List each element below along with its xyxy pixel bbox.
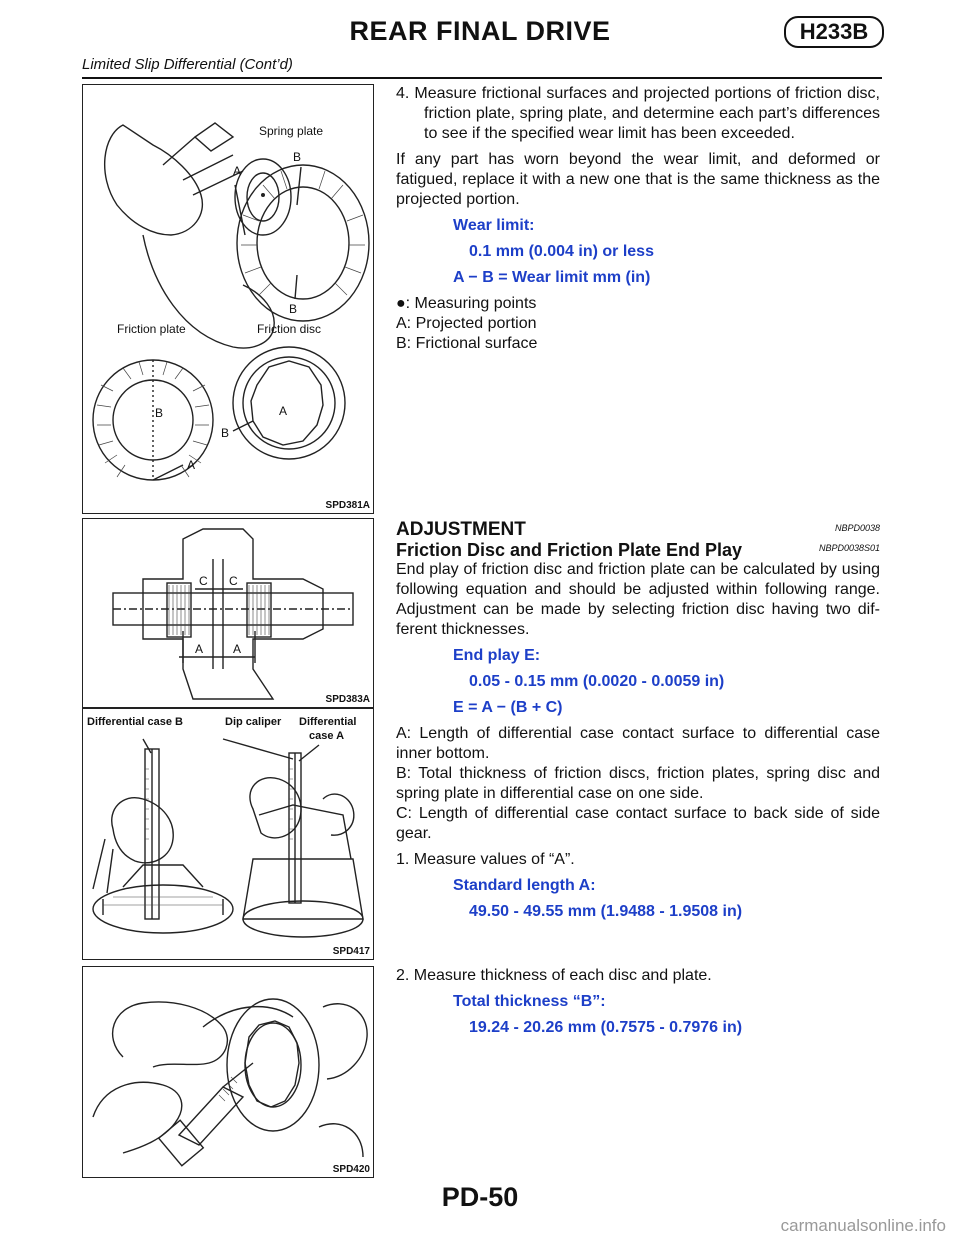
figure-caption: SPD381A [325, 500, 370, 511]
label-friction-disc: Friction disc [257, 322, 322, 336]
label-a: A [279, 404, 288, 418]
label-b: B [155, 406, 164, 420]
label-a: A [195, 642, 204, 656]
spec-end-play-formula: E = A − (B + C) [453, 699, 563, 716]
section-heading [396, 520, 880, 540]
label-a: A [233, 164, 242, 178]
model-badge: H233B [784, 16, 884, 48]
paragraph-end-play: End play of friction disc and friction plate can be calculated by using following equation and should be adjusted within following range. Adjustment can be made by selecting friction disc having two different thicknesses. [396, 561, 880, 638]
definition-a: A: Length of differential case contact surface to differential case inner bottom. [396, 725, 880, 762]
figure-caption: SPD383A [325, 694, 370, 705]
figure-caption: SPD420 [332, 1164, 370, 1175]
figure-spd417 [82, 708, 374, 960]
spec-wear-limit-title: Wear limit: [453, 217, 535, 234]
spec-end-play-title: End play E: [453, 647, 541, 664]
spec-wear-limit-value: 0.1 mm (0.004 in) or less [469, 243, 654, 260]
legend-projected-portion: A: Projected portion [396, 315, 537, 332]
step-4: 4. Measure frictional surfaces and projected portions of friction disc, friction plate, spring plate, and determine each part’s differences to see if the specified wear limit has been exceeded. [396, 85, 880, 142]
micrometer-measurement-illustration [83, 967, 375, 1179]
subheading-text: Friction Disc and Friction Plate End Play [396, 540, 743, 560]
differential-case-section-diagram [83, 519, 375, 709]
spec-total-thickness-title: Total thickness “B”: [453, 993, 606, 1010]
heading-text: ADJUSTMENT [396, 519, 526, 540]
spec-total-thickness-value: 19.24 - 20.26 mm (0.7575 - 0.7976 in) [469, 1019, 743, 1036]
page-subtitle: Limited Slip Differential (Cont’d) [82, 56, 293, 73]
subsection-heading [396, 540, 880, 560]
header-rule [82, 77, 882, 79]
label-differential-case-b: Differential case B [87, 716, 183, 728]
friction-parts-illustration [83, 85, 375, 515]
step-2: 2. Measure thickness of each disc and plate. [396, 967, 712, 984]
section-adjustment [396, 520, 880, 928]
subheading-code: NBPD0038S01 [818, 543, 880, 553]
label-dip-caliper: Dip caliper [225, 716, 282, 728]
label-differential-case-a: case A [309, 730, 345, 742]
page-title: REAR FINAL DRIVE [349, 16, 611, 46]
heading-code: NBPD0038 [834, 523, 880, 533]
figure-spd381a [82, 84, 374, 514]
watermark: carmanualsonline.info [780, 1216, 946, 1235]
figure-spd420 [82, 966, 374, 1178]
legend-frictional-surface: B: Frictional surface [396, 335, 538, 352]
paragraph-wear-replace: If any part has worn beyond the wear limit, and deformed or fatigued, replace it with a new one that is the same thickness as the projected portion. [396, 151, 880, 208]
spec-standard-length-value: 49.50 - 49.55 mm (1.9488 - 1.9508 in) [469, 903, 743, 920]
label-spring-plate: Spring plate [259, 124, 324, 138]
label-b: B [289, 302, 298, 316]
label-b: B [221, 426, 230, 440]
label-friction-plate: Friction plate [117, 322, 186, 336]
figure-spd383a [82, 518, 374, 708]
step-1: 1. Measure values of “A”. [396, 851, 575, 868]
label-a: A [233, 642, 242, 656]
section-total-thickness [396, 966, 880, 1044]
label-c: C [229, 574, 238, 588]
page-number: PD-50 [441, 1182, 519, 1212]
spec-standard-length-title: Standard length A: [453, 877, 596, 894]
label-a: A [187, 458, 196, 472]
legend-measuring-points: ●: Measuring points [396, 295, 537, 312]
label-b: B [293, 150, 302, 164]
dip-caliper-measurement-illustration [83, 709, 375, 961]
spec-wear-limit-formula: A − B = Wear limit mm (in) [453, 269, 651, 286]
section-wear-limit [396, 84, 880, 354]
definition-b: B: Total thickness of friction discs, friction plates, spring disc and spring plate in differential case on one side. [396, 765, 880, 802]
definition-c: C: Length of differential case contact surface to back side of side gear. [396, 805, 880, 842]
label-c: C [199, 574, 208, 588]
spec-end-play-value: 0.05 - 0.15 mm (0.0020 - 0.0059 in) [469, 673, 725, 690]
figure-caption: SPD417 [332, 946, 370, 957]
label-differential-case-a: Differential [299, 716, 357, 728]
